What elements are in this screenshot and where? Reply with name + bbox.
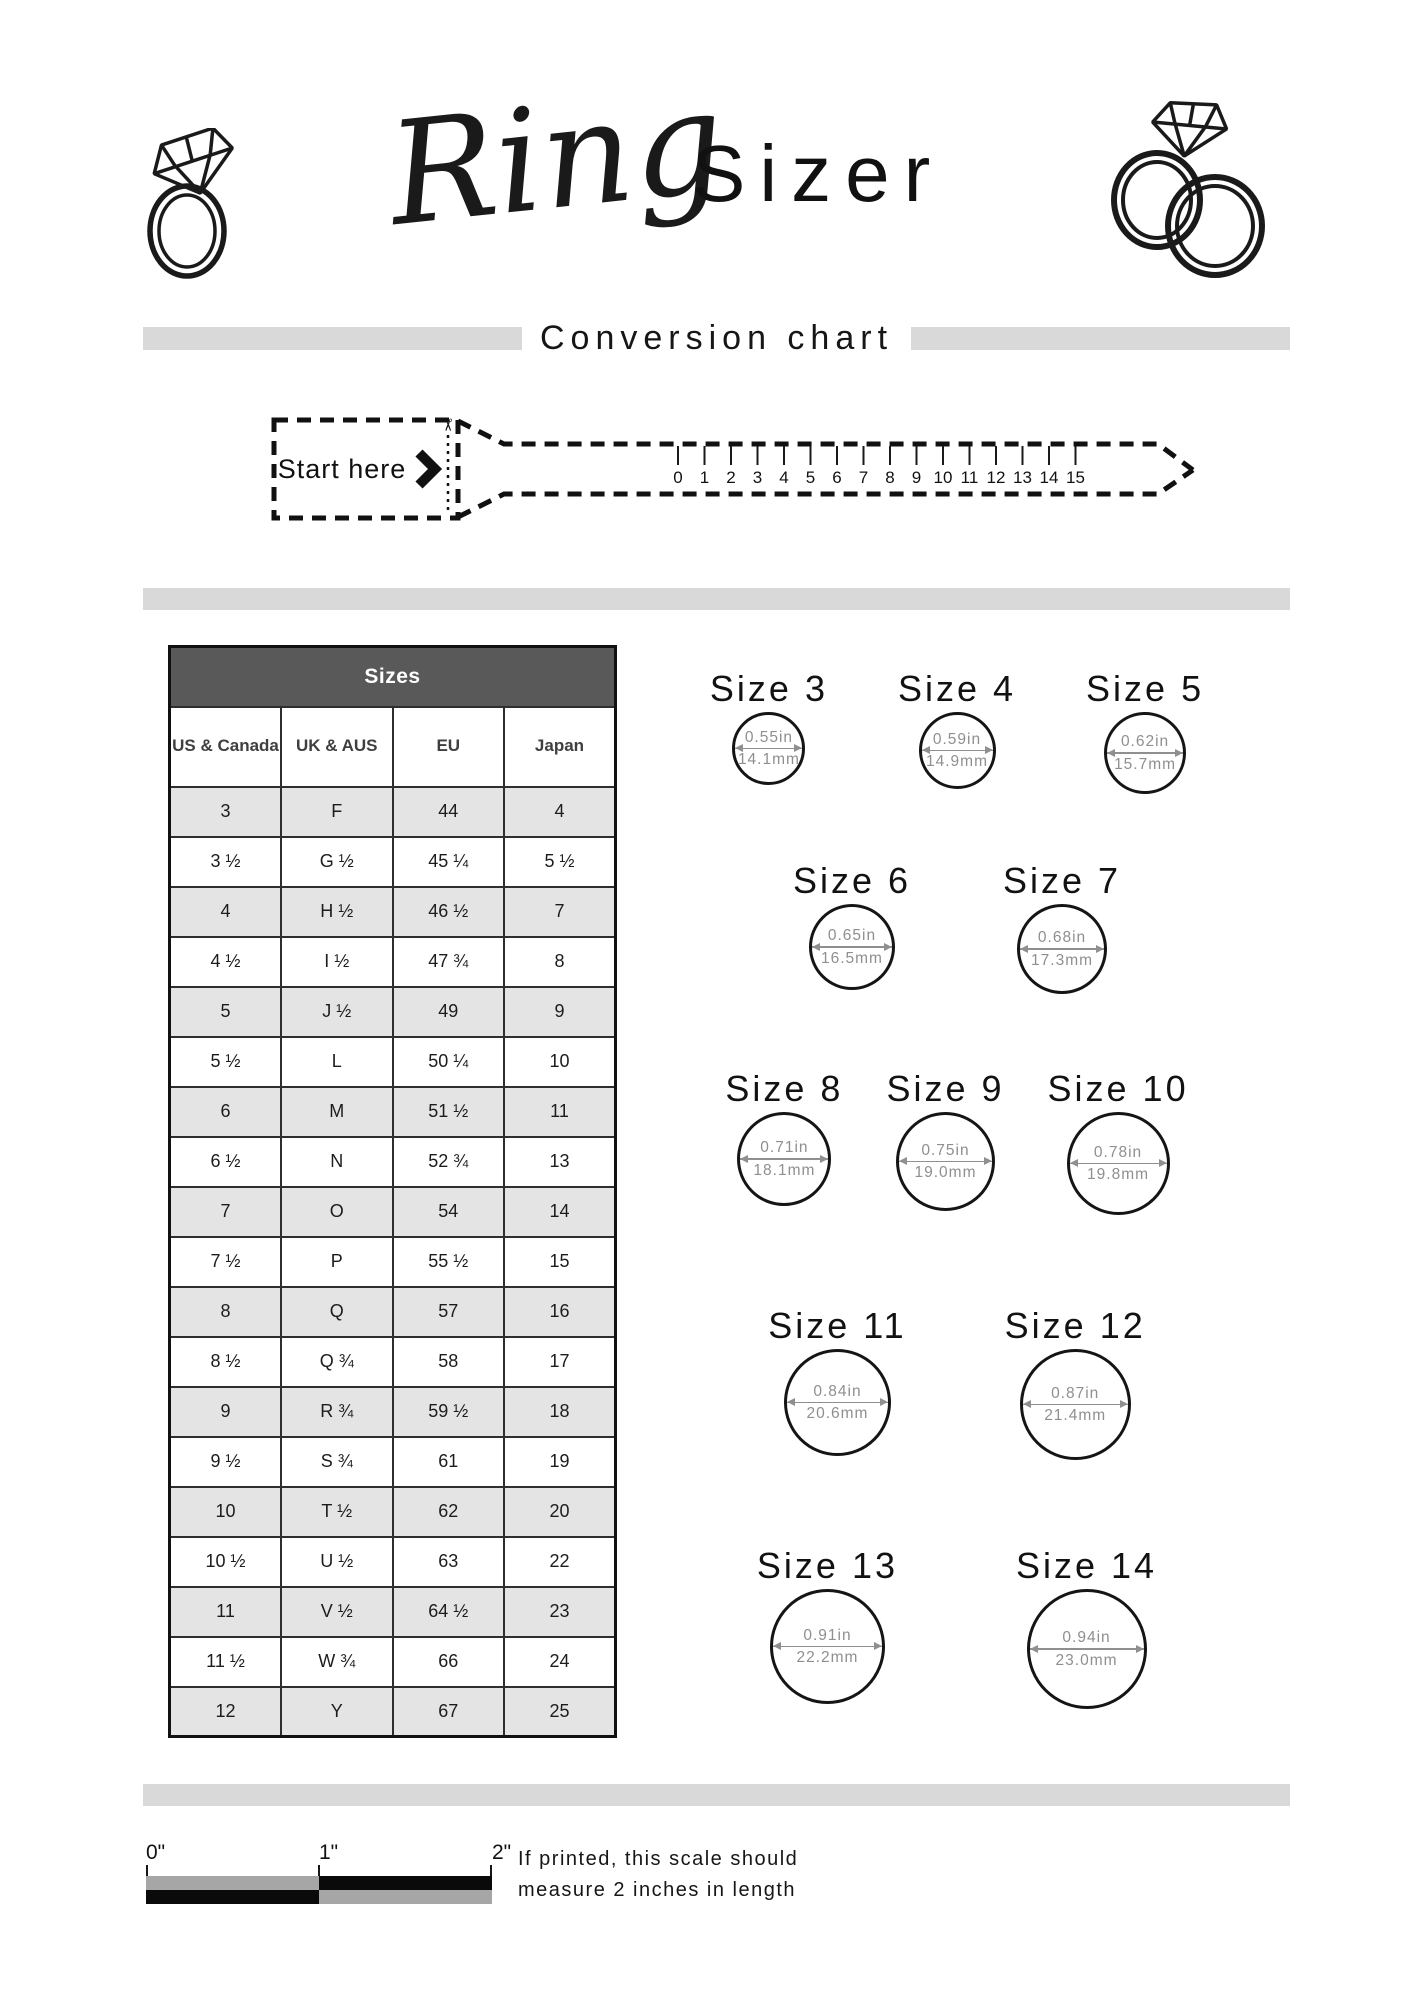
- scale-label-2in: 2": [492, 1841, 512, 1864]
- table-cell: 57: [393, 1287, 505, 1337]
- table-row: [170, 887, 616, 937]
- size-group: [1048, 1068, 1189, 1215]
- table-cell: Q ¾: [281, 1337, 393, 1387]
- diameter-mm-label: 16.5mm: [820, 949, 883, 967]
- table-cell: G ½: [281, 837, 393, 887]
- ring-size-circle: [919, 712, 996, 789]
- table-cell: T ½: [281, 1487, 393, 1537]
- diameter-inches-label: 0.68in: [1037, 929, 1087, 947]
- size-title: Size 14: [1016, 1545, 1158, 1586]
- table-cell: 19: [504, 1437, 616, 1487]
- table-row: [170, 1437, 616, 1487]
- scale-label-0in: 0": [146, 1841, 166, 1864]
- table-cell: 24: [504, 1637, 616, 1687]
- size-title: Size 11: [768, 1305, 907, 1346]
- scissors-icon: ✂: [438, 417, 457, 433]
- table-cell: O: [281, 1187, 393, 1237]
- table-cell: 58: [393, 1337, 505, 1387]
- size-title: Size 4: [897, 668, 1017, 709]
- size-circles: [617, 645, 1297, 1738]
- size-group: [757, 1545, 898, 1704]
- diameter-arrow: [1023, 1404, 1128, 1406]
- ring-size-circle: [809, 904, 895, 990]
- section-divider: [143, 1784, 1290, 1806]
- table-cell: 8 ½: [170, 1337, 282, 1387]
- table-row: [170, 1087, 616, 1137]
- table-title: Sizes: [170, 647, 616, 707]
- size-title: Size 12: [1004, 1305, 1146, 1346]
- size-row: [617, 1068, 1297, 1215]
- scale-label-1in: 1": [319, 1841, 339, 1864]
- size-title: Size 10: [1047, 1068, 1189, 1109]
- page-title: Sizer: [692, 129, 945, 218]
- print-scale-row: [146, 1841, 1297, 1906]
- table-cell: P: [281, 1237, 393, 1287]
- table-cell: 3 ½: [170, 837, 282, 887]
- ruler-number: 0: [673, 468, 683, 487]
- size-group: [725, 1068, 843, 1206]
- ring-size-circle: [896, 1112, 995, 1211]
- ring-size-circle: [732, 712, 805, 785]
- page-title-script: Ring: [381, 58, 732, 259]
- size-group: [793, 860, 911, 990]
- table-cell: 5 ½: [170, 1037, 282, 1087]
- table-cell: 8: [504, 937, 616, 987]
- table-cell: U ½: [281, 1537, 393, 1587]
- ruler-number: 14: [1039, 468, 1059, 487]
- table-cell: 4: [170, 887, 282, 937]
- table-cell: 62: [393, 1487, 505, 1537]
- table-cell: 4 ½: [170, 937, 282, 987]
- table-row: [170, 1287, 616, 1337]
- diameter-mm-label: 14.9mm: [926, 753, 988, 771]
- diameter-mm-label: 23.0mm: [1055, 1651, 1118, 1669]
- table-row: [170, 987, 616, 1037]
- table-cell: 10: [504, 1037, 616, 1087]
- table-cell: 12: [170, 1687, 282, 1737]
- table-cell: 49: [393, 987, 505, 1037]
- diameter-inches-label: 0.78in: [1093, 1143, 1143, 1161]
- table-cell: 16: [504, 1287, 616, 1337]
- print-scale: [146, 1841, 512, 1906]
- wedding-rings-icon: [1087, 88, 1279, 286]
- size-title: Size 3: [709, 668, 828, 709]
- diameter-mm-label: 19.8mm: [1087, 1166, 1150, 1184]
- table-cell: W ¾: [281, 1637, 393, 1687]
- table-cell: 9: [170, 1387, 282, 1437]
- diameter-mm-label: 19.0mm: [914, 1164, 977, 1182]
- ring-size-circle: [1067, 1112, 1170, 1215]
- subtitle: Conversion chart: [540, 318, 894, 357]
- ring-size-circle: [737, 1112, 831, 1206]
- table-row: [170, 837, 616, 887]
- table-cell: Q: [281, 1287, 393, 1337]
- table-cell: 9: [504, 987, 616, 1037]
- table-row: [170, 1187, 616, 1237]
- table-cell: L: [281, 1037, 393, 1087]
- table-cell: F: [281, 787, 393, 837]
- scale-note: [518, 1844, 798, 1906]
- ring-size-circle: [1027, 1589, 1147, 1709]
- diameter-arrow: [787, 1402, 888, 1404]
- table-cell: 61: [393, 1437, 505, 1487]
- table-cell: 13: [504, 1137, 616, 1187]
- size-row: [617, 1305, 1297, 1460]
- table-cell: 66: [393, 1637, 505, 1687]
- table-cell: 5 ½: [504, 837, 616, 887]
- diameter-arrow: [1107, 752, 1183, 754]
- table-cell: 7: [504, 887, 616, 937]
- table-row: [170, 1687, 616, 1737]
- section-divider: [143, 588, 1290, 610]
- diameter-mm-label: 17.3mm: [1031, 951, 1094, 969]
- size-group: [898, 668, 1016, 789]
- page-content: [117, 0, 1297, 1906]
- diameter-inches-label: 0.87in: [1051, 1384, 1100, 1402]
- size-group: [710, 668, 828, 785]
- table-cell: 10: [170, 1487, 282, 1537]
- column-header-3: Japan: [504, 707, 616, 787]
- table-cell: 64 ½: [393, 1587, 505, 1637]
- table-cell: I ½: [281, 937, 393, 987]
- table-cell: 50 ¼: [393, 1037, 505, 1087]
- table-cell: 23: [504, 1587, 616, 1637]
- table-cell: 11: [504, 1087, 616, 1137]
- diameter-arrow: [1020, 948, 1104, 950]
- diameter-arrow: [735, 748, 802, 750]
- table-cell: 51 ½: [393, 1087, 505, 1137]
- ruler-number: 11: [960, 468, 979, 487]
- scale-bar-segment-2: [319, 1876, 492, 1904]
- ring-size-circle: [784, 1349, 891, 1456]
- table-cell: J ½: [281, 987, 393, 1037]
- size-title: Size 6: [792, 860, 911, 901]
- table-cell: H ½: [281, 887, 393, 937]
- table-cell: R ¾: [281, 1387, 393, 1437]
- diameter-arrow: [922, 750, 993, 752]
- diameter-inches-label: 0.91in: [803, 1626, 852, 1644]
- table-cell: 46 ½: [393, 887, 505, 937]
- table-cell: Y: [281, 1687, 393, 1737]
- subtitle-bar-left: [143, 327, 522, 350]
- diameter-mm-label: 20.6mm: [806, 1405, 869, 1423]
- subtitle-row: [117, 320, 1297, 356]
- table-cell: 20: [504, 1487, 616, 1537]
- size-title: Size 8: [725, 1068, 844, 1109]
- table-row: [170, 1487, 616, 1537]
- ruler-number: 10: [933, 468, 953, 487]
- diameter-inches-label: 0.65in: [827, 927, 877, 945]
- table-row: [170, 1387, 616, 1437]
- table-cell: 54: [393, 1187, 505, 1237]
- table-cell: 10 ½: [170, 1537, 282, 1587]
- ruler-number: 1: [699, 468, 710, 487]
- table-row: [170, 1637, 616, 1687]
- column-header-2: EU: [393, 707, 505, 787]
- diameter-inches-label: 0.71in: [760, 1139, 809, 1157]
- ruler-number: 7: [858, 468, 869, 487]
- paper-sizer-strip: [117, 415, 1297, 525]
- ruler-number: 5: [805, 468, 816, 487]
- table-cell: V ½: [281, 1587, 393, 1637]
- size-group: [1003, 860, 1121, 994]
- table-cell: S ¾: [281, 1437, 393, 1487]
- ruler-number: 12: [986, 468, 1006, 487]
- diameter-arrow: [812, 946, 892, 948]
- table-cell: 11 ½: [170, 1637, 282, 1687]
- ruler-number: 8: [885, 468, 895, 487]
- size-title: Size 9: [886, 1068, 1005, 1109]
- diameter-mm-label: 14.1mm: [737, 751, 800, 769]
- diameter-mm-label: 21.4mm: [1044, 1407, 1107, 1425]
- table-cell: 7: [170, 1187, 282, 1237]
- table-cell: 59 ½: [393, 1387, 505, 1437]
- table-cell: 67: [393, 1687, 505, 1737]
- size-group: [886, 1068, 1004, 1211]
- header: [117, 0, 1297, 320]
- column-header-0: US & Canada: [170, 707, 282, 787]
- table-cell: 47 ¾: [393, 937, 505, 987]
- size-row: [617, 1545, 1297, 1709]
- table-row: [170, 1337, 616, 1387]
- table-cell: 4: [504, 787, 616, 837]
- table-cell: 63: [393, 1537, 505, 1587]
- diameter-inches-label: 0.55in: [744, 728, 794, 746]
- size-row: [617, 860, 1297, 994]
- sizer-strip-top-edge: [458, 421, 1193, 470]
- ruler-number: 15: [1066, 468, 1085, 487]
- table-cell: 18: [504, 1387, 616, 1437]
- table-cell: 7 ½: [170, 1237, 282, 1287]
- ruler-number: 3: [752, 468, 763, 487]
- ring-size-circle: [770, 1589, 885, 1704]
- ruler-number: 13: [1013, 468, 1032, 487]
- scale-note-line1: If printed, this scale should: [518, 1848, 799, 1870]
- scale-note-line2: measure 2 inches in length: [518, 1879, 797, 1901]
- diameter-mm-label: 22.2mm: [796, 1649, 859, 1667]
- subtitle-bar-right: [911, 327, 1290, 350]
- ruler-number: 6: [832, 468, 842, 487]
- ring-size-circle: [1020, 1349, 1131, 1460]
- table-row: [170, 787, 616, 837]
- ruler-number: 4: [779, 468, 789, 487]
- table-cell: 14: [504, 1187, 616, 1237]
- column-header-1: UK & AUS: [281, 707, 393, 787]
- table-cell: 15: [504, 1237, 616, 1287]
- diameter-mm-label: 18.1mm: [753, 1161, 816, 1179]
- table-cell: 3: [170, 787, 282, 837]
- table-cell: 9 ½: [170, 1437, 282, 1487]
- diameter-inches-label: 0.94in: [1062, 1629, 1111, 1647]
- diameter-arrow: [773, 1646, 882, 1648]
- ruler-number: 9: [911, 468, 922, 487]
- table-row: [170, 1237, 616, 1287]
- ring-size-circle: [1017, 904, 1107, 994]
- diameter-mm-label: 15.7mm: [1114, 755, 1177, 773]
- diamond-ring-icon: [135, 128, 247, 283]
- scale-bar-segment-1: [146, 1876, 319, 1904]
- diameter-inches-label: 0.59in: [932, 730, 982, 748]
- size-row: [617, 668, 1297, 794]
- table-cell: 17: [504, 1337, 616, 1387]
- diameter-arrow: [1070, 1163, 1167, 1165]
- table-cell: 6: [170, 1087, 282, 1137]
- table-cell: 5: [170, 987, 282, 1037]
- table-cell: 44: [393, 787, 505, 837]
- table-cell: 25: [504, 1687, 616, 1737]
- table-header-row: [170, 707, 616, 787]
- size-group: [1086, 668, 1204, 794]
- sizer-ruler: [673, 446, 1085, 487]
- start-here-label: Start here: [277, 454, 407, 484]
- diameter-inches-label: 0.62in: [1120, 733, 1170, 751]
- diameter-inches-label: 0.75in: [921, 1141, 970, 1159]
- table-cell: 6 ½: [170, 1137, 282, 1187]
- table-cell: 11: [170, 1587, 282, 1637]
- size-group: [1005, 1305, 1146, 1460]
- size-title: Size 13: [756, 1545, 898, 1586]
- diameter-arrow: [740, 1158, 828, 1160]
- table-cell: 55 ½: [393, 1237, 505, 1287]
- table-row: [170, 1037, 616, 1087]
- table-row: [170, 937, 616, 987]
- table-cell: M: [281, 1087, 393, 1137]
- table-cell: 22: [504, 1537, 616, 1587]
- main-section: [117, 645, 1297, 1738]
- table-cell: 52 ¾: [393, 1137, 505, 1187]
- table-row: [170, 1537, 616, 1587]
- size-title: Size 7: [1003, 860, 1122, 901]
- table-cell: 45 ¼: [393, 837, 505, 887]
- diameter-arrow: [1030, 1648, 1144, 1650]
- table-row: [170, 1137, 616, 1187]
- table-cell: 8: [170, 1287, 282, 1337]
- ring-size-circle: [1104, 712, 1186, 794]
- table-row: [170, 1587, 616, 1637]
- diameter-arrow: [899, 1161, 992, 1163]
- size-group: [768, 1305, 906, 1456]
- conversion-table: [168, 645, 617, 1738]
- chevron-right-icon: [419, 453, 435, 485]
- size-title: Size 5: [1086, 668, 1205, 709]
- size-group: [1016, 1545, 1157, 1709]
- diameter-inches-label: 0.84in: [813, 1382, 862, 1400]
- table-cell: N: [281, 1137, 393, 1187]
- ruler-number: 2: [726, 468, 736, 487]
